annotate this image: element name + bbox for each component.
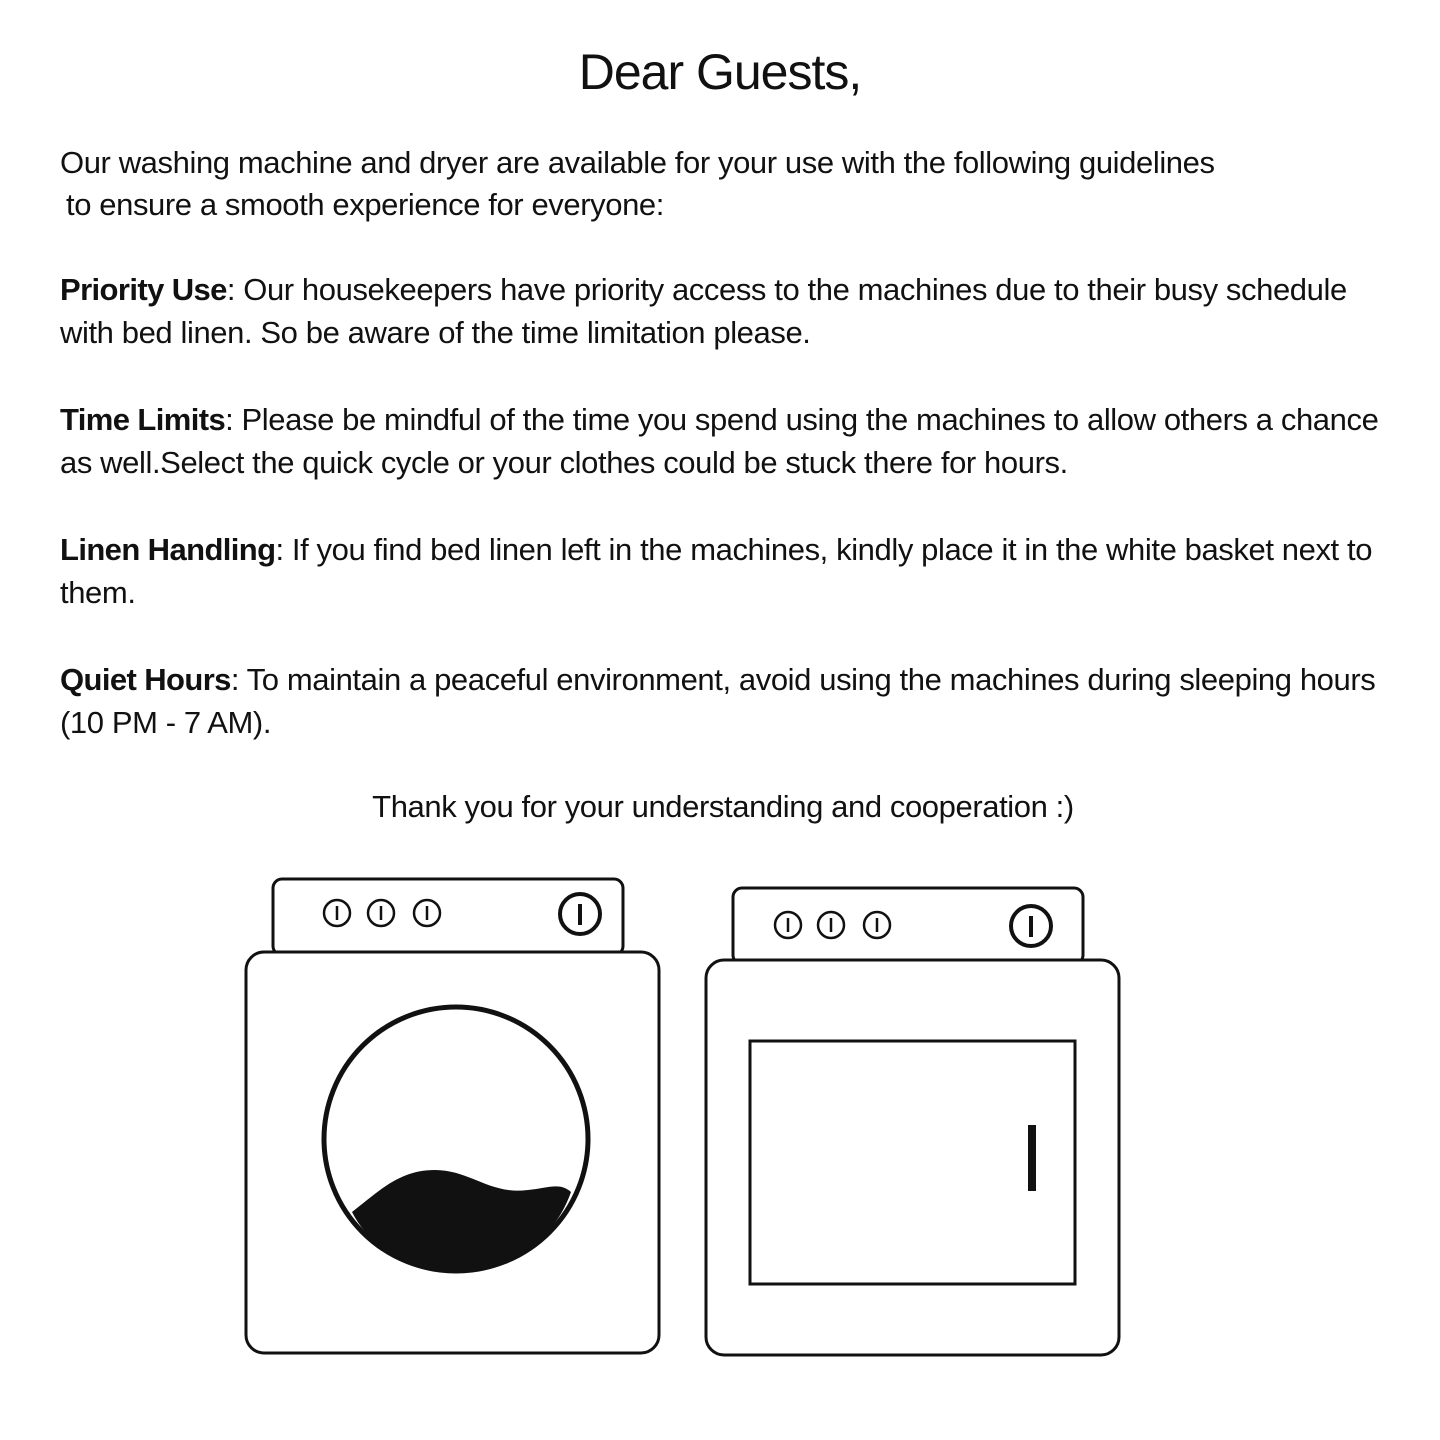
page-title: Dear Guests,	[578, 44, 862, 100]
dryer-body	[706, 960, 1119, 1355]
washer-power-button-icon	[560, 894, 600, 934]
intro-line-1: Our washing machine and dryer are available for your use with the following guidelines	[60, 145, 1215, 180]
rule-text: : Our housekeepers have priority access to the machines due to their busy schedule with bed linen. So be aware of the time limitation please.	[60, 272, 1347, 350]
rule-text: : To maintain a peaceful environment, avoid using the machines during sleeping hours (10 PM - 7 AM).	[60, 662, 1376, 740]
washer-knob-icon	[324, 900, 350, 926]
dryer-knob-icon	[864, 912, 890, 938]
rule-text: : Please be mindful of the time you spend using the machines to allow others a chance as well.Select the quick cycle or your clothes could be stuck there for hours.	[60, 402, 1379, 480]
washer-knob-icon	[368, 900, 394, 926]
rule-text: : If you find bed linen left in the machines, kindly place it in the white basket next to them.	[60, 532, 1373, 610]
rule-heading: Linen Handling	[60, 532, 276, 567]
dryer-knob-icon	[818, 912, 844, 938]
dryer-icon	[706, 888, 1119, 1355]
rule-heading: Priority Use	[60, 272, 227, 307]
intro-line-2: to ensure a smooth experience for everyone:	[66, 187, 664, 222]
dryer-power-button-icon	[1011, 906, 1051, 946]
washing-machine-icon	[246, 879, 659, 1353]
rule-heading: Quiet Hours	[60, 662, 231, 697]
dryer-knob-icon	[775, 912, 801, 938]
rule-heading: Time Limits	[60, 402, 226, 437]
washer-body	[246, 952, 659, 1353]
closing-note: Thank you for your understanding and cooperation :)	[372, 789, 1074, 824]
washer-knob-icon	[414, 900, 440, 926]
